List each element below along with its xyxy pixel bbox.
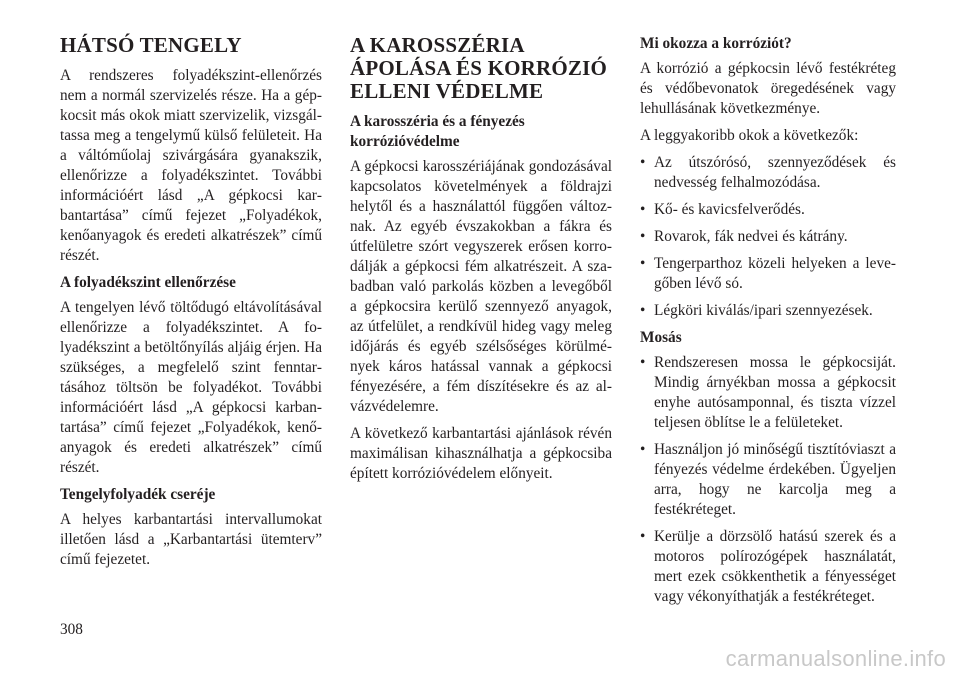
list-item: • Légköri kiválás/ipari szennyezések. xyxy=(640,302,873,319)
rear-axle-heading: HÁTSÓ TENGELY xyxy=(60,33,242,57)
bullet-icon: • xyxy=(640,354,646,371)
bullet-icon: • xyxy=(640,302,646,319)
bullet-icon: • xyxy=(640,201,646,218)
list-item: • Használjon jó minőségű tisztítóviaszt a fényezés védelme érdekében. Ügyeljen arra, hogy ne karcolja meg a festékréteget. xyxy=(640,441,896,518)
axle-fluid-change-text: A helyes karbantartási intervallumokat illetően lásd a „Karbantartási ütemterv” című fejezetet. xyxy=(60,511,322,568)
list-item: • Kerülje a dörzsölő hatású szerek és a motoros polírozógépek használatát, mert ezek csökkenthetik a fényességet vagy vékonyíthatják a festékréteget. xyxy=(640,528,896,605)
body-care-heading: A KAROSSZÉRIA ÁPOLÁSA ÉS KORRÓZIÓ ELLENI VÉDELME xyxy=(350,33,608,103)
column-rear-axle xyxy=(60,34,322,577)
bullet-icon: • xyxy=(640,528,646,545)
body-care-paragraph-1: A gépkocsi karosszériájának gondozásával kapcsolatos követelmények a földrajzi helytől és a használattól függően változnak. Az egyéb évszakokban a fákra és útfelületre szórt vegyszerek erősen korrodálják a gépkocsi fém alkatrészeit. A szabadban való parkolás közben a levegőből a gépkocsira kerülő szennyező anyagok, az útfelület, a rendkívül hideg vagy meleg időjárás és egyéb szélsőséges körülmények káros hatással vannak a gépkocsi fényezésére, a fém díszítésekre és az alvázvédelemre. xyxy=(350,158,612,415)
watermark-text: carmanualsonline.info xyxy=(725,646,946,671)
axle-fluid-change-title: Tengelyfolyadék cseréje xyxy=(60,486,216,503)
page-number: 308 xyxy=(60,621,83,638)
washing-title: Mosás xyxy=(640,329,682,346)
bullet-icon: • xyxy=(640,441,646,458)
body-care-paragraph-2: A következő karbantartási ajánlások révén maximálisan kihasználhatja a gépkocsiba épített korrózióvédelem előnyeit. xyxy=(350,425,612,482)
list-item: • Kő- és kavicsfelverődés. xyxy=(640,201,805,218)
list-item: • Az útszórósó, szennyeződések és nedvesség felhalmozódása. xyxy=(640,154,896,191)
bullet-icon: • xyxy=(640,228,646,245)
corrosion-paragraph-1: A korrózió a gépkocsin lévő festékréteg és védőbevonatok öregedésének vagy lehullásának következménye. xyxy=(640,60,896,117)
corrosion-cause-title: Mi okozza a korróziót? xyxy=(640,35,792,52)
list-item: • Tengerparthoz közeli helyeken a levegőben lévő só. xyxy=(640,255,896,292)
column-body-care xyxy=(350,34,612,491)
fluid-level-check-title: A folyadékszint ellenőrzése xyxy=(60,274,236,291)
bullet-icon: • xyxy=(640,154,646,171)
column-corrosion xyxy=(640,34,896,614)
fluid-level-check-text: A tengelyen lévő töltődugó eltávolításával ellenőrizze a folyadékszintet. A folyadékszint a betöltőnyílás aljáig érjen. Ha szükséges, a megfelelő szint fenntartásához töltsön be folyadékot. További információért lásd „A gépkocsi karbantartása” című fejezet „Folyadékok, kenőanyagok és eredeti alkatrészek” című részét. xyxy=(60,299,322,476)
list-item: • Rendszeresen mossa le gépkocsiját. Mindig árnyékban mossa a gépkocsit enyhe autósamponnal, és tiszta vízzel teljesen öblítse le a felületeket. xyxy=(640,354,896,431)
corrosion-causes-list xyxy=(640,153,896,321)
bullet-icon: • xyxy=(640,255,646,272)
corrosion-paragraph-2: A leggyakoribb okok a következők: xyxy=(640,127,859,144)
list-item: • Rovarok, fák nedvei és kátrány. xyxy=(640,228,848,245)
paint-protection-title: A karosszéria és a fényezés korrózióvédelme xyxy=(350,113,525,150)
rear-axle-intro: A rendszeres folyadékszint-ellenőrzés nem a normál szervizelés része. Ha a gépkocsit más okok miatt szervizelik, vizsgáltassa meg a tengelymű külső felületeit. Ha a váltóműolaj szivárgására gyanakszik, ellenőrizze a folyadékszintet. További információért lásd „A gépkocsi karbantartása” című fejezet „Folyadékok, kenőanyagok és eredeti alkatrészek” című részét. xyxy=(60,67,322,264)
washing-list xyxy=(640,353,896,607)
